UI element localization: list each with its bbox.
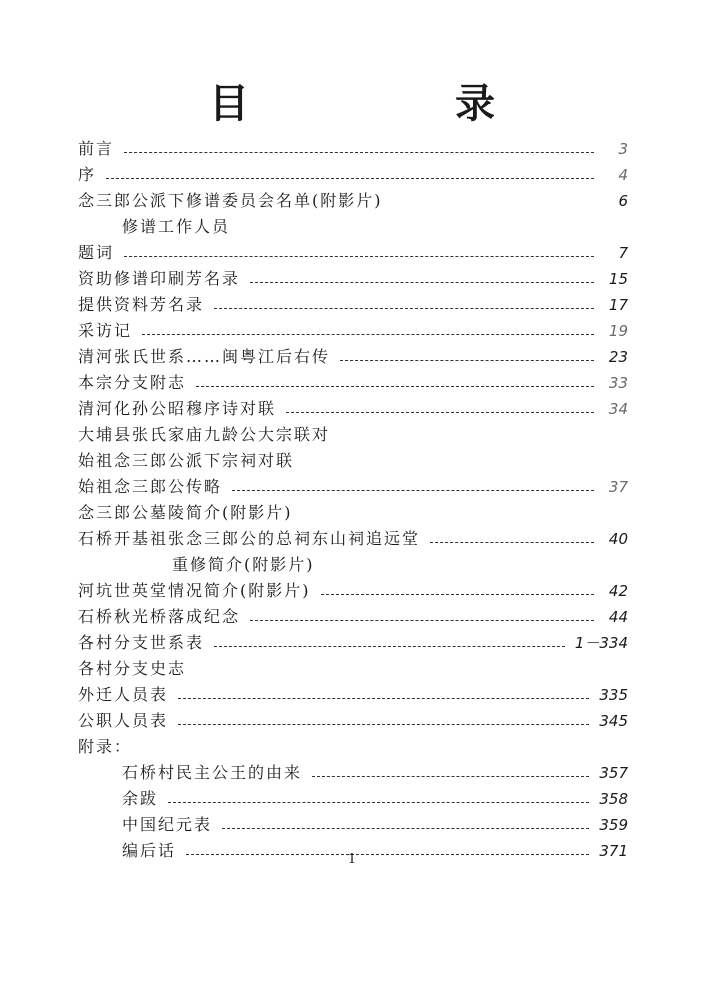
dot-leader <box>178 698 589 699</box>
toc-entry <box>78 576 628 602</box>
toc-entry-label: 附录： <box>78 737 133 756</box>
toc-entry-label: 本宗分支附志 <box>78 373 187 392</box>
dot-leader <box>286 412 594 413</box>
dot-leader <box>340 360 594 361</box>
toc-entry <box>78 238 628 264</box>
toc-entry <box>78 472 628 498</box>
toc-entry-label: 外迁人员表 <box>78 685 169 704</box>
page-title: 目 录 <box>209 81 591 127</box>
toc-entry-page: 4 <box>618 166 628 184</box>
table-of-contents <box>78 134 628 862</box>
toc-entry-label: 中国纪元表 <box>122 815 213 834</box>
toc-entry <box>78 368 628 394</box>
toc-entry-label: 编后话 <box>122 841 177 860</box>
toc-entry-page: 358 <box>599 790 628 808</box>
toc-entry-page: 44 <box>608 608 628 626</box>
toc-entry-label: 前言 <box>78 139 115 158</box>
toc-entry <box>78 498 628 524</box>
toc-entry-label: 余跋 <box>122 789 159 808</box>
page-number: 1 <box>347 852 357 867</box>
toc-entry <box>78 680 628 706</box>
toc-entry-label: 公职人员表 <box>78 711 169 730</box>
toc-entry-page: 345 <box>599 712 628 730</box>
toc-entry-label: 各村分支世系表 <box>78 633 205 652</box>
toc-entry <box>78 706 628 732</box>
toc-entry-label: 石桥村民主公王的由来 <box>122 763 303 782</box>
toc-entry-label: 河坑世英堂情况简介(附影片) <box>78 581 311 600</box>
dot-leader <box>250 282 594 283</box>
toc-entry <box>78 160 628 186</box>
toc-entry-label: 清河张氏世系……闽粤江后右传 <box>78 347 331 366</box>
toc-entry <box>78 342 628 368</box>
toc-entry-page: 357 <box>599 764 628 782</box>
toc-entry <box>78 316 628 342</box>
toc-entry-page: 1－334 <box>574 634 628 652</box>
dot-leader <box>232 490 594 491</box>
toc-entry <box>78 186 628 212</box>
toc-entry-label: 修谱工作人员 <box>122 217 231 236</box>
toc-entry <box>78 394 628 420</box>
dot-leader <box>196 386 594 387</box>
toc-entry-label: 石桥秋光桥落成纪念 <box>78 607 241 626</box>
toc-entry <box>78 524 628 550</box>
dot-leader <box>222 828 589 829</box>
dot-leader <box>106 178 594 179</box>
toc-entry-page: 37 <box>608 478 628 496</box>
toc-entry-page: 34 <box>608 400 628 418</box>
toc-entry <box>78 810 628 836</box>
toc-entry <box>78 550 628 576</box>
toc-entry-page: 33 <box>608 374 628 392</box>
toc-entry-label: 石桥开基祖张念三郎公的总祠东山祠追远堂 <box>78 529 421 548</box>
toc-entry-label: 清河化孙公昭穆序诗对联 <box>78 399 277 418</box>
toc-entry-page: 23 <box>608 348 628 366</box>
toc-entry-page: 17 <box>608 296 628 314</box>
toc-entry-page: 371 <box>599 842 628 860</box>
toc-entry-label: 提供资料芳名录 <box>78 295 205 314</box>
toc-entry-label: 题词 <box>78 243 115 262</box>
dot-leader <box>214 646 565 647</box>
toc-entry-label: 采访记 <box>78 321 133 340</box>
toc-entry <box>78 134 628 160</box>
toc-entry-label: 资助修谱印刷芳名录 <box>78 269 241 288</box>
toc-entry-label: 序 <box>78 165 97 184</box>
toc-entry-label: 始祖念三郎公传略 <box>78 477 223 496</box>
toc-entry-page: 19 <box>608 322 628 340</box>
toc-entry-page: 3 <box>618 140 628 158</box>
dot-leader <box>430 542 594 543</box>
toc-entry <box>78 654 628 680</box>
toc-entry-page: 15 <box>608 270 628 288</box>
dot-leader <box>168 802 589 803</box>
toc-entry-page: 359 <box>599 816 628 834</box>
dot-leader <box>321 594 595 595</box>
toc-entry <box>78 420 628 446</box>
toc-entry <box>78 290 628 316</box>
dot-leader <box>142 334 594 335</box>
toc-entry-label: 念三郎公墓陵简介(附影片) <box>78 503 293 522</box>
toc-entry-label: 始祖念三郎公派下宗祠对联 <box>78 451 295 470</box>
toc-entry-page: 40 <box>608 530 628 548</box>
toc-entry <box>78 602 628 628</box>
dot-leader <box>124 256 594 257</box>
toc-entry-page: 42 <box>608 582 628 600</box>
toc-entry-page: 7 <box>618 244 628 262</box>
toc-entry <box>78 784 628 810</box>
dot-leader <box>312 776 589 777</box>
dot-leader <box>393 204 595 205</box>
toc-entry-label: 各村分支史志 <box>78 659 187 678</box>
toc-entry <box>78 212 628 238</box>
toc-entry-label: 大埔县张氏家庙九龄公大宗联对 <box>78 425 331 444</box>
toc-entry-page: 6 <box>618 192 628 210</box>
dot-leader <box>250 620 594 621</box>
dot-leader <box>214 308 594 309</box>
toc-entry-label: 念三郎公派下修谱委员会名单(附影片) <box>78 191 383 210</box>
dot-leader <box>124 152 594 153</box>
toc-entry <box>78 758 628 784</box>
dot-leader <box>178 724 589 725</box>
toc-entry-label: 重修简介(附影片) <box>172 555 315 574</box>
toc-entry <box>78 446 628 472</box>
toc-entry <box>78 264 628 290</box>
toc-entry <box>78 732 628 758</box>
toc-entry <box>78 628 628 654</box>
toc-entry-page: 335 <box>599 686 628 704</box>
